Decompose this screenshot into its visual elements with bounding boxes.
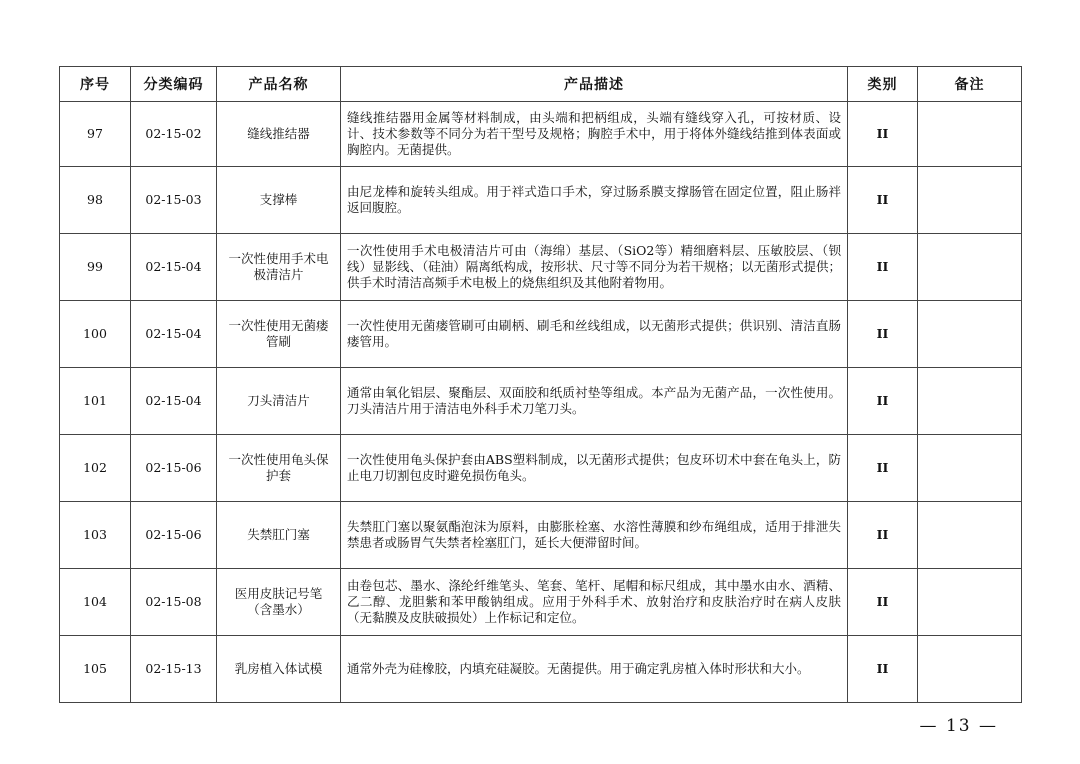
- cell-description: 通常外壳为硅橡胶，内填充硅凝胶。无菌提供。用于确定乳房植入体时形状和大小。: [341, 636, 848, 703]
- table-row: [60, 102, 1022, 167]
- cell-remark: [918, 502, 1022, 569]
- cell-name: 一次性使用龟头保护套: [217, 435, 341, 502]
- cell-remark: [918, 636, 1022, 703]
- cell-index: 103: [60, 502, 131, 569]
- header-remark: 备注: [918, 67, 1022, 102]
- cell-description: 一次性使用无菌瘘管刷可由刷柄、刷毛和丝线组成，以无菌形式提供；供识别、清洁直肠瘘管用。: [341, 301, 848, 368]
- cell-name: 刀头清洁片: [217, 368, 341, 435]
- cell-description: 一次性使用手术电极清洁片可由（海绵）基层、（SiO2等）精细磨料层、压敏胶层、（钡线）显影线、（硅油）隔离纸构成，按形状、尺寸等不同分为若干规格；以无菌形式提供；供手术时清洁高频手术电极上的烧焦组织及其他附着物用。: [341, 234, 848, 301]
- cell-category: II: [848, 435, 918, 502]
- table-row: [60, 301, 1022, 368]
- cell-code: 02-15-04: [131, 234, 217, 301]
- cell-description: 通常由氧化铝层、聚酯层、双面胶和纸质衬垫等组成。本产品为无菌产品，一次性使用。刀头清洁片用于清洁电外科手术刀笔刀头。: [341, 368, 848, 435]
- cell-code: 02-15-06: [131, 435, 217, 502]
- cell-name: 一次性使用手术电极清洁片: [217, 234, 341, 301]
- cell-remark: [918, 368, 1022, 435]
- cell-description: 由卷包芯、墨水、涤纶纤维笔头、笔套、笔杆、尾帽和标尺组成，其中墨水由水、酒精、乙二醇、龙胆紫和苯甲酸钠组成。应用于外科手术、放射治疗和皮肤治疗时在病人皮肤（无黏膜及皮肤破损处）上作标记和定位。: [341, 569, 848, 636]
- cell-name: 失禁肛门塞: [217, 502, 341, 569]
- cell-category: II: [848, 368, 918, 435]
- cell-remark: [918, 102, 1022, 167]
- table-row: [60, 502, 1022, 569]
- header-code: 分类编码: [131, 67, 217, 102]
- device-catalog-table: [59, 66, 1022, 703]
- cell-code: 02-15-04: [131, 301, 217, 368]
- table-header-row: [60, 67, 1022, 102]
- cell-name: 乳房植入体试模: [217, 636, 341, 703]
- header-description: 产品描述: [341, 67, 848, 102]
- cell-description: 由尼龙棒和旋转头组成。用于袢式造口手术，穿过肠系膜支撑肠管在固定位置，阻止肠袢返回腹腔。: [341, 167, 848, 234]
- cell-code: 02-15-04: [131, 368, 217, 435]
- cell-name: 缝线推结器: [217, 102, 341, 167]
- table-row: [60, 167, 1022, 234]
- cell-category: II: [848, 301, 918, 368]
- cell-code: 02-15-02: [131, 102, 217, 167]
- cell-index: 97: [60, 102, 131, 167]
- header-name: 产品名称: [217, 67, 341, 102]
- cell-remark: [918, 234, 1022, 301]
- cell-code: 02-15-03: [131, 167, 217, 234]
- cell-category: II: [848, 569, 918, 636]
- cell-remark: [918, 167, 1022, 234]
- table-row: [60, 368, 1022, 435]
- cell-category: II: [848, 102, 918, 167]
- cell-code: 02-15-06: [131, 502, 217, 569]
- cell-code: 02-15-08: [131, 569, 217, 636]
- cell-index: 101: [60, 368, 131, 435]
- cell-index: 98: [60, 167, 131, 234]
- cell-name: 医用皮肤记号笔（含墨水）: [217, 569, 341, 636]
- page-number: — 13 —: [919, 716, 998, 736]
- header-index: 序号: [60, 67, 131, 102]
- cell-remark: [918, 435, 1022, 502]
- cell-remark: [918, 569, 1022, 636]
- table-row: [60, 636, 1022, 703]
- cell-name: 支撑棒: [217, 167, 341, 234]
- cell-index: 99: [60, 234, 131, 301]
- cell-description: 缝线推结器用金属等材料制成，由头端和把柄组成，头端有缝线穿入孔，可按材质、设计、技术参数等不同分为若干型号及规格；胸腔手术中，用于将体外缝线结推到体表面或胸腔内。无菌提供。: [341, 102, 848, 167]
- cell-index: 104: [60, 569, 131, 636]
- cell-name: 一次性使用无菌瘘管刷: [217, 301, 341, 368]
- table-row: [60, 234, 1022, 301]
- cell-index: 105: [60, 636, 131, 703]
- cell-index: 100: [60, 301, 131, 368]
- cell-description: 失禁肛门塞以聚氨酯泡沫为原料，由膨胀栓塞、水溶性薄膜和纱布绳组成，适用于排泄失禁患者或肠胃气失禁者栓塞肛门，延长大便滞留时间。: [341, 502, 848, 569]
- table-row: [60, 435, 1022, 502]
- cell-remark: [918, 301, 1022, 368]
- table-row: [60, 569, 1022, 636]
- cell-category: II: [848, 167, 918, 234]
- cell-index: 102: [60, 435, 131, 502]
- cell-description: 一次性使用龟头保护套由ABS塑料制成，以无菌形式提供；包皮环切术中套在龟头上，防止电刀切割包皮时避免损伤龟头。: [341, 435, 848, 502]
- header-category: 类别: [848, 67, 918, 102]
- cell-code: 02-15-13: [131, 636, 217, 703]
- cell-category: II: [848, 636, 918, 703]
- cell-category: II: [848, 234, 918, 301]
- cell-category: II: [848, 502, 918, 569]
